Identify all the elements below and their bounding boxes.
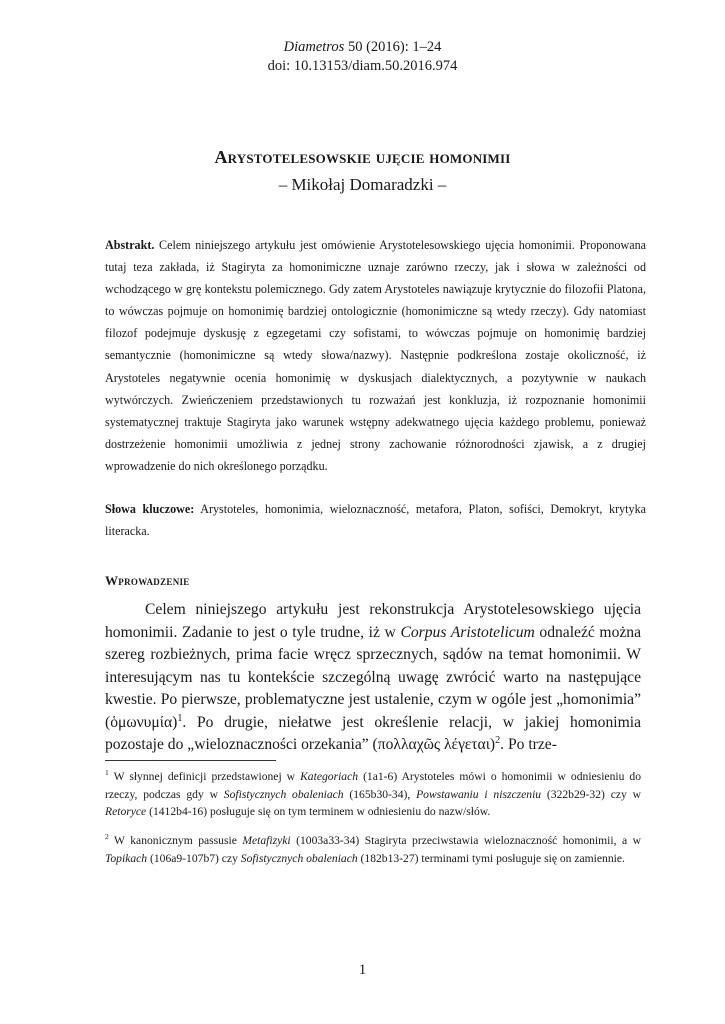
journal-citation [0,38,725,57]
body-segment: . Po trze- [500,736,557,753]
page-number: 1 [358,962,367,978]
journal-issue: 50 (2016): 1–24 [344,39,442,55]
footnote-italic: Topikach [105,851,148,865]
body-segment: Celem niniejszego artykułu jest rekonstrukcja Arystotelesowskiego ujęcia homonimii. Zadanie to jest o tyle trudne, iż w [105,601,641,641]
footnote-1 [105,768,641,821]
keywords-text: Arystoteles, homonimia, wieloznaczność, metafora, Platon, sofiści, Demokryt, krytyka literacka. [105,502,646,538]
footnote-divider [105,760,276,761]
footnote-text: (106a9-107b7) czy [147,851,241,865]
footnote-italic: Metafizyki [242,834,291,847]
footnote-text: (1003a33-34) Stagiryta przeciwstawia wieloznaczność homonimii, a w [290,834,641,847]
footnote-italic: Retoryce [105,805,147,818]
journal-name: Diametros [283,39,345,55]
body-segment: . Po drugie, niełatwe jest określenie relacji, w jakiej homonimia pozostaje do „wieloznaczności orzekania” (πολλαχῶς λέγεται) [105,713,641,753]
body-paragraph [105,599,641,757]
footnote-text: W słynnej definicji przedstawionej w [108,770,301,783]
body-italic: Corpus Aristotelicum [400,623,535,641]
section-heading: Wprowadzenie [105,573,190,588]
footnote-text: (1a1-6) Arystoteles mówi o homonimii w odniesieniu do rzeczy, podczas gdy w [105,770,641,801]
footnote-2 [105,832,641,867]
footnote-number: 1 [105,768,109,778]
footnote-text: (165b30-34), [343,787,417,801]
footnote-italic: Sofistycznych obaleniach [240,851,358,865]
keywords-label: Słowa kluczowe: [105,502,195,516]
footnote-text: W kanonicznym passusie [108,834,243,847]
footnote-text: (182b13-27) terminami tymi posługuje się on zamiennie. [357,851,625,865]
footnote-italic: Powstawaniu i niszczeniu [416,787,542,801]
footnote-ref-2[interactable]: 2 [495,734,501,746]
article-title: Arystotelesowskie ujęcie homonimii [214,147,511,167]
body-segment: odnaleźć można szereg rozbieżnych, prima facie wręcz sprzecznych, sądów na temat homonimii. W interesującym nas tu kontekście szczególną uwagę zwrócić warto na następujące kwestie. Po pierwsze, problematyczne jest ustalenie, czym w ogóle jest „homonimia” (ὁμωνυμία) [105,623,641,731]
abstract [105,234,646,477]
abstract-label: Abstrakt. [105,238,155,252]
footnote-italic: Sofistycznych obaleniach [223,787,344,801]
body-text [105,599,641,757]
footnote-text: (1412b4-16) posługuje się on tym terminem w odniesieniu do nazw/słów. [146,805,491,818]
keywords [105,498,646,542]
footnote-ref-1[interactable]: 1 [177,712,183,724]
article-author: – Mikołaj Domaradzki – [278,175,447,194]
footnote-number: 2 [105,832,109,842]
journal-header [0,38,725,76]
doi: doi: 10.13153/diam.50.2016.974 [267,58,458,74]
footnote-italic: Kategoriach [300,770,359,783]
footnote-text: (322b29-32) czy w [541,787,641,801]
abstract-text: Celem niniejszego artykułu jest omówienie Arystotelesowskiego ujęcia homonimii. Proponowana tutaj teza zakłada, iż Stagiryta za homonimiczne uznaje zarówno rzeczy, jak i słowa w zależności od wchodzącego w grę kontekstu polemicznego. Gdy zatem Arystoteles nawiązuje krytycznie do filozofii Platona, to wówczas pojmuje on homonimię bardziej ontologicznie (homonimiczne są wtedy rzeczy). Gdy natomiast filozof podejmuje dyskusję z egzegetami czy sofistami, to wówczas pojmuje on homonimię bardziej semantycznie (homonimiczne są wtedy słowa/nazwy). Następnie podkreślona zostaje okoliczność, iż Arystoteles negatywnie ocenia homonimię w dyskusjach dialektycznych, a pozytywnie w naukach wytwórczych. Zwieńczeniem przedstawionych tu rozważań jest konkluzja, iż rozpoznanie homonimii systematycznej traktuje Stagiryta jako warunek wstępny adekwatnego ujęcia każdego problemu, ponieważ dostrzeżenie homonimii umożliwia z jednej strony zachowanie różnorodności zjawisk, a z drugiej wprowadzenie do nich określonego porządku. [105,238,646,473]
